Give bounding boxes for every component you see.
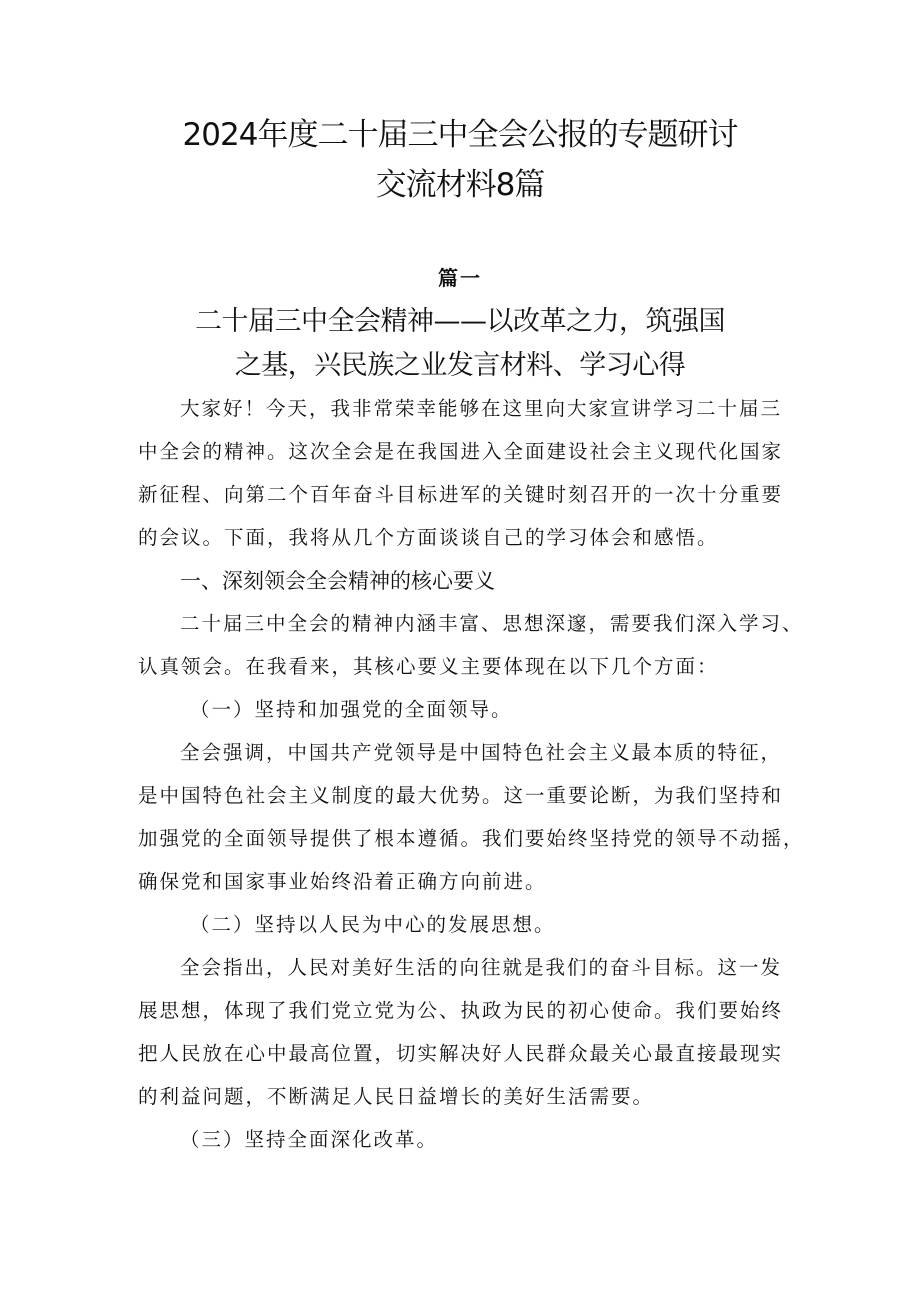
intro-line: 中全会的精神。这次全会是在我国进入全面建设社会主义现代化国家 [138, 440, 784, 463]
chapter-title-line-1: 二十届三中全会精神——以改革之力，筑强国 [195, 306, 725, 337]
point-heading: （三）坚持全面深化改革。 [180, 1128, 439, 1151]
document-title-line-2: 交流材料8篇 [375, 167, 545, 203]
paragraph-line: 把人民放在心中最高位置，切实解决好人民群众最关心最直接最现实 [138, 1042, 784, 1065]
paragraph-line: 的利益问题，不断满足人民日益增长的美好生活需要。 [138, 1085, 655, 1108]
chapter-label: 篇一 [438, 266, 482, 290]
document-title-line-1: 2024年度二十届三中全会公报的专题研讨 [182, 117, 738, 153]
paragraph-line: 是中国特色社会主义制度的最大优势。这一重要论断，为我们坚持和 [138, 784, 784, 807]
section-heading: 一、深刻领会全会精神的核心要义 [180, 569, 495, 593]
chapter-title-line-2: 之基，兴民族之业发言材料、学习心得 [234, 350, 686, 381]
paragraph-line: 加强党的全面领导提供了根本遵循。我们要始终坚持党的领导不动摇， [138, 827, 805, 850]
paragraph-line: 全会指出，人民对美好生活的向往就是我们的奋斗目标。这一发 [180, 956, 783, 979]
section-intro-line: 认真领会。在我看来，其核心要义主要体现在以下几个方面： [138, 655, 719, 678]
intro-line: 新征程、向第二个百年奋斗目标进军的关键时刻召开的一次十分重要 [138, 483, 784, 506]
intro-line: 大家好！今天，我非常荣幸能够在这里向大家宣讲学习二十届三 [180, 397, 783, 420]
paragraph-line: 全会强调，中国共产党领导是中国特色社会主义最本质的特征， [180, 741, 783, 764]
chapter-title [0, 300, 920, 388]
section-intro-line: 二十届三中全会的精神内涵丰富、思想深邃，需要我们深入学习、 [180, 612, 804, 635]
point-heading: （二）坚持以人民为中心的发展思想。 [190, 913, 556, 936]
paragraph-line: 确保党和国家事业始终沿着正确方向前进。 [138, 870, 547, 893]
intro-line: 的会议。下面，我将从几个方面谈谈自己的学习体会和感悟。 [138, 526, 719, 549]
point-heading: （一）坚持和加强党的全面领导。 [190, 698, 513, 721]
paragraph-line: 展思想，体现了我们党立党为公、执政为民的初心使命。我们要始终 [138, 999, 784, 1022]
document-title [0, 110, 920, 210]
